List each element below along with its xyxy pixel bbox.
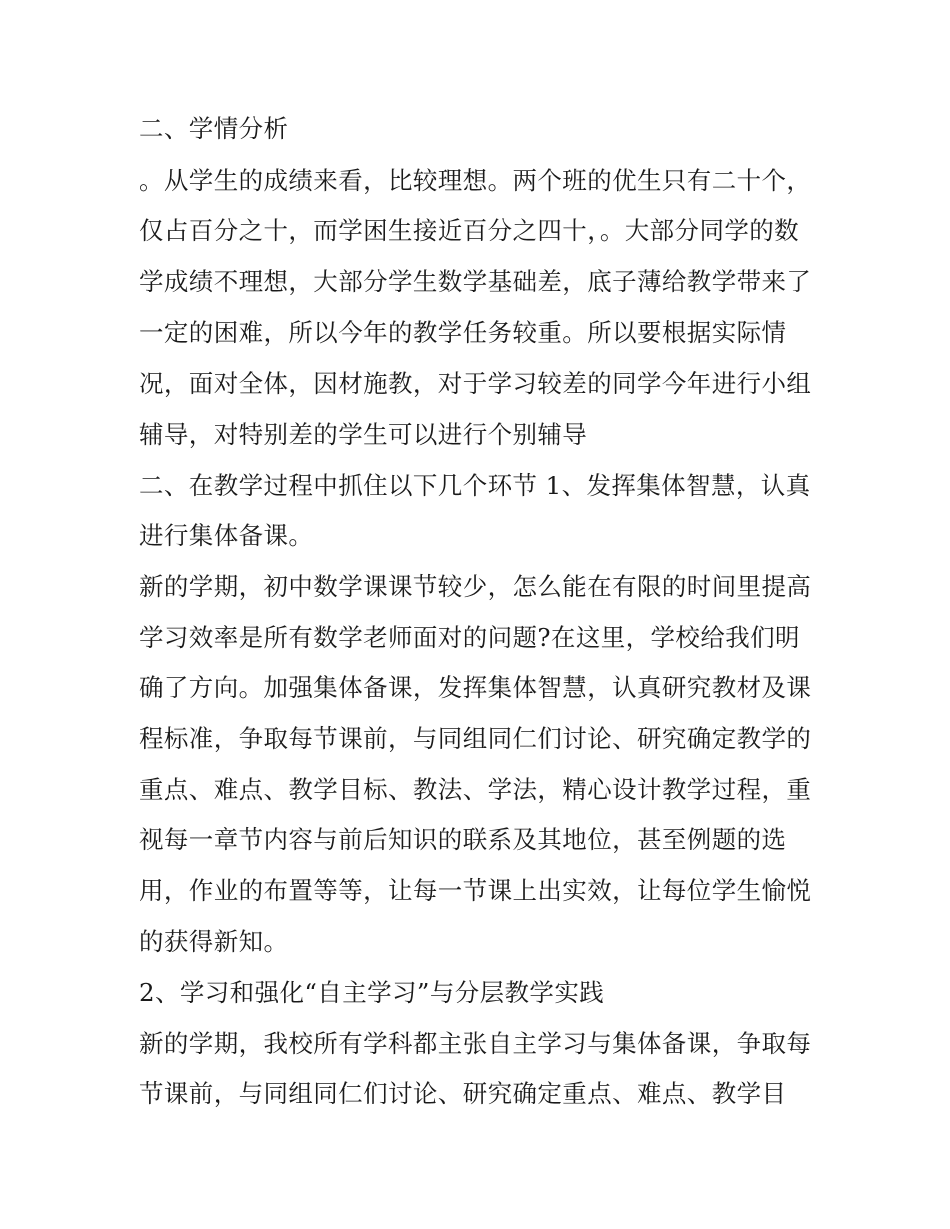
section-heading-self-learning: 2、学习和强化“自主学习”与分层教学实践: [139, 978, 605, 1007]
paragraph-line: 进行集体备课。: [139, 521, 314, 550]
paragraph-line: 新的学期，我校所有学科都主张自主学习与集体备课，争取每: [139, 1029, 812, 1058]
paragraph-line: 。从学生的成绩来看，比较理想。两个班的优生只有二十个，: [139, 166, 812, 195]
paragraph-line: 的获得新知。: [139, 927, 289, 956]
paragraph-line: 一定的困难，所以今年的教学任务较重。所以要根据实际情: [139, 318, 787, 347]
paragraph-line: 确了方向。加强集体备课，发挥集体智慧，认真研究教材及课: [139, 673, 812, 702]
paragraph-line: 学习效率是所有数学老师面对的问题?在这里，学校给我们明: [139, 623, 800, 652]
paragraph-line: 况，面对全体，因材施教，对于学习较差的同学今年进行小组: [139, 369, 812, 398]
paragraph-line: 节课前，与同组同仁们讨论、研究确定重点、难点、教学目: [139, 1079, 787, 1108]
paragraph-line: 重点、难点、教学目标、教法、学法，精心设计教学过程，重: [139, 775, 812, 804]
section-heading-teaching-process: 二、在教学过程中抓住以下几个环节 1、发挥集体智慧，认真: [139, 471, 811, 500]
paragraph-line: 仅占百分之十，而学困生接近百分之四十，。大部分同学的数: [139, 216, 800, 245]
paragraph-line: 学成绩不理想，大部分学生数学基础差，底子薄给教学带来了: [139, 267, 812, 296]
section-heading-student-analysis: 二、学情分析: [139, 114, 289, 143]
paragraph-line: 新的学期，初中数学课课节较少，怎么能在有限的时间里提高: [139, 572, 812, 601]
paragraph-line: 辅导，对特别差的学生可以进行个别辅导: [139, 420, 588, 449]
paragraph-line: 程标准，争取每节课前，与同组同仁们讨论、研究确定教学的: [139, 724, 812, 753]
paragraph-line: 用，作业的布置等等，让每一节课上出实效，让每位学生愉悦: [139, 876, 812, 905]
paragraph-line: 视每一章节内容与前后知识的联系及其地位，甚至例题的选: [139, 825, 787, 854]
